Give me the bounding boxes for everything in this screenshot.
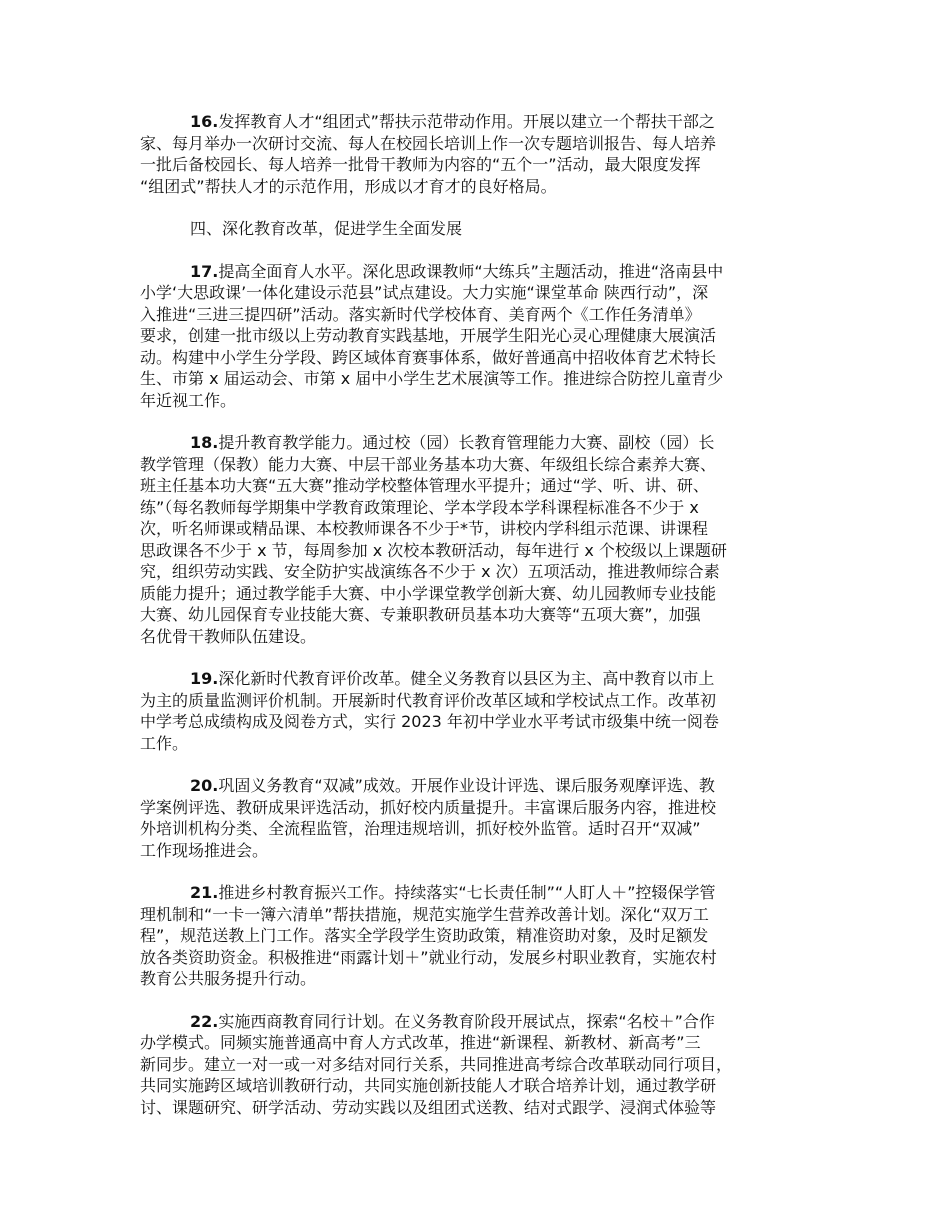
paragraph-20: [140, 775, 830, 861]
text-line: 实施西商教育同行计划。在义务教育阶段开展试点，探索“名校＋”合作: [218, 1011, 715, 1031]
item-number: 16.: [190, 112, 219, 131]
text-line: 究，组织劳动实践、安全防护实战演练各不少于 x 次）五项活动，推进教师综合素: [140, 562, 720, 581]
text-line: 办学模式。同频实施普通高中育人方式改革，推进“新课程、新教材、新高考”三: [140, 1033, 701, 1052]
paragraph-22: [140, 1011, 830, 1119]
text-line: 名优骨干教师队伍建设。: [140, 626, 317, 646]
item-number: 17.: [190, 261, 219, 281]
text-line: 共同实施跨区域培训教研行动，共同实施创新技能人才联合培养计划，通过教学研: [140, 1076, 717, 1095]
text-line: 理机制和“一卡一簿六清单”帮扶措施，规范实施学生营养改善计划。深化“双万工: [140, 904, 709, 924]
text-line: 提升教育教学能力。通过校（园）长教育管理能力大赛、副校（园）长: [218, 433, 715, 452]
text-line: 小学‘大思政课’一体化建设示范县”试点建设。大力实施“课堂革命 陕西行动”，深: [140, 283, 709, 302]
text-line: “组团式”帮扶人才的示范作用，形成以才育才的良好格局。: [140, 176, 557, 196]
text-line: 教育公共服务提升行动。: [140, 969, 317, 988]
text-line: 要求，创建一批市级以上劳动教育实践基地，开展学生阳光心灵心理健康大展演活: [140, 326, 717, 345]
text-line: 学案例评选、教研成果评选活动，抓好校内质量提升。丰富课后服务内容，推进校: [140, 797, 717, 817]
text-line: 推进乡村教育振兴工作。持续落实“七长责任制”“人盯人＋”控辍保学管: [218, 883, 716, 902]
text-line: 工作。: [140, 733, 189, 753]
text-line: 练”（每名教师每学期集中学教育政策理论、学本学段本学科课程标准各不少于 x: [140, 497, 699, 517]
text-line: 动。构建中小学生分学段、跨区域体育赛事体系，做好普通高中招收体育艺术特长: [140, 347, 717, 367]
text-line: 外培训机构分类、全流程监管，治理违规培训，抓好校外监管。适时召开“双减”: [140, 819, 701, 838]
text-line: 班主任基本功大赛“五大赛”推动学校整体管理水平提升；通过“学、听、讲、研、: [140, 476, 709, 495]
text-line: 教学管理（保教）能力大赛、中层干部业务基本功大赛、年级组长综合素养大赛、: [140, 454, 717, 474]
item-number: 21.: [190, 883, 219, 902]
paragraph-18: [140, 432, 830, 647]
text-line: 巩固义务教育“双减”成效。开展作业设计评选、课后服务观摩评选、教: [218, 776, 715, 795]
text-line: 放各类资助资金。积极推进“雨露计划＋”就业行动，发展乡村职业教育，实施农村: [140, 947, 717, 967]
text-line: 次，听名师课或精品课、本校教师课各不少于*节，讲校内学科组示范课、讲课程: [140, 519, 709, 538]
text-line: 一批后备校园长、每人培养一批骨干教师为内容的“五个一”活动，最大限度发挥: [140, 155, 701, 174]
paragraph-17: [140, 261, 830, 412]
document-body: [140, 111, 830, 1139]
text-line: 讨、课题研究、研学活动、劳动实践以及组团式送教、结对式跟学、浸润式体验等: [140, 1097, 717, 1117]
text-line: 大赛、幼儿园保育专业技能大赛、专兼职教研员基本功大赛等“五项大赛”，加强: [140, 605, 701, 624]
text-line: 工作现场推进会。: [140, 840, 269, 860]
item-number: 18.: [190, 433, 219, 452]
text-line: 中学考总成绩构成及阅卷方式，实行 2023 年初中学业水平考试市级集中统一阅卷: [140, 712, 719, 731]
text-line: 程”，规范送教上门工作。落实全学段学生资助政策，精准资助对象，及时足额发: [140, 926, 709, 945]
paragraph-21: [140, 882, 830, 990]
text-line: 新同步。建立一对一或一对多结对同行关系，共同推进高考综合改革联动同行项目，: [140, 1054, 733, 1074]
text-line: 为主的质量监测评价机制。开展新时代教育评价改革区域和学校试点工作。改革初: [140, 690, 717, 710]
text-line: 入推进“三进三提四研”活动。落实新时代学校体育、美育两个《工作任务清单》: [140, 304, 701, 324]
item-number: 19.: [190, 669, 219, 688]
text-line: 家、每月举办一次研讨交流、每人在校园长培训上作一次专题培训报告、每人培养: [140, 133, 717, 153]
text-line: 年近视工作。: [140, 390, 237, 410]
paragraph-16: [140, 111, 830, 197]
text-line: 发挥教育人才“组团式”帮扶示范带动作用。开展以建立一个帮扶干部之: [218, 112, 715, 131]
text-line: 提高全面育人水平。深化思政课教师“大练兵”主题活动，推进“洛南县中: [218, 261, 724, 281]
section-heading: 四、深化教育改革，促进学生全面发展: [190, 219, 463, 238]
text-line: 深化新时代教育评价改革。健全义务教育以县区为主、高中教育以市上: [218, 669, 715, 688]
text-line: 思政课各不少于 x 节，每周参加 x 次校本教研活动，每年进行 x 个校级以上课题研: [140, 540, 727, 560]
item-number: 20.: [190, 776, 219, 795]
paragraph-19: [140, 668, 830, 754]
text-line: 质能力提升；通过教学能手大赛、中小学课堂教学创新大赛、幼儿园教师专业技能: [140, 583, 717, 603]
text-line: 生、市第 x 届运动会、市第 x 届中小学生艺术展演等工作。推进综合防控儿童青少: [140, 369, 724, 388]
item-number: 22.: [190, 1011, 219, 1031]
